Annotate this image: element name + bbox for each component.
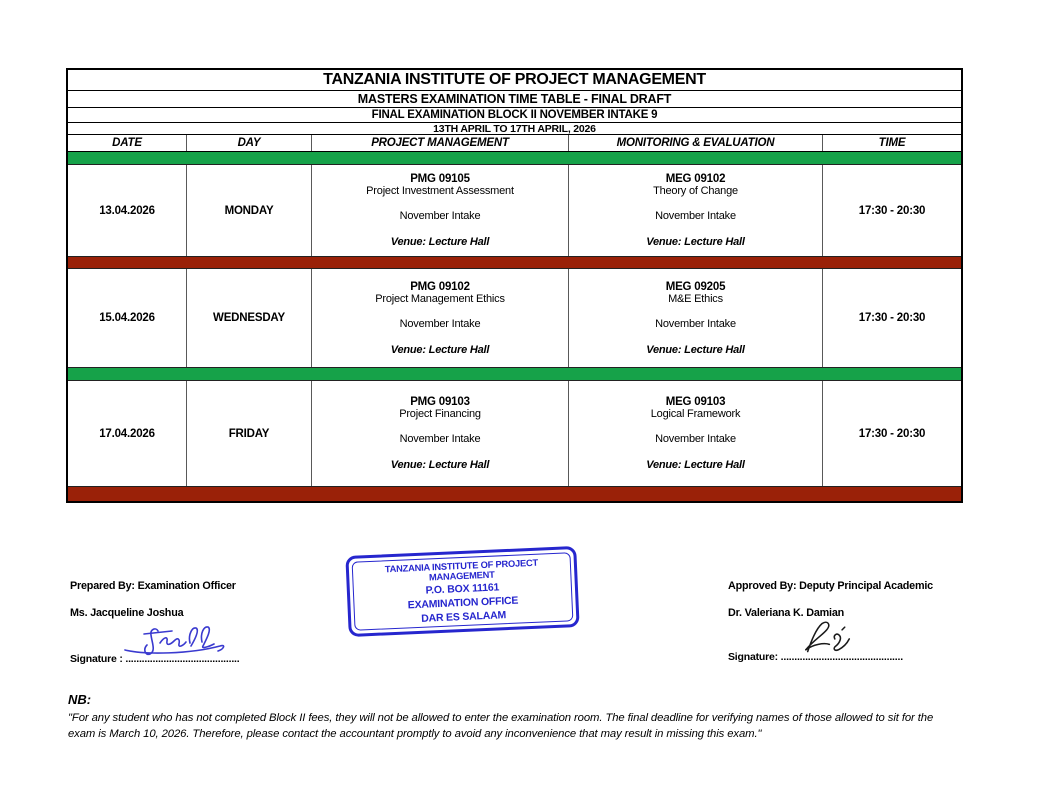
course-name: Project Investment Assessment <box>366 185 514 197</box>
examination-office-stamp <box>345 546 579 637</box>
table-row <box>68 381 961 487</box>
course-name: Project Financing <box>399 408 481 420</box>
course-code: PMG 09105 <box>410 173 470 185</box>
approved-signature-line: Signature: ............................................. <box>728 651 903 663</box>
nb-heading: NB: <box>68 692 92 707</box>
course-code: PMG 09103 <box>410 396 470 408</box>
separator-bar-green <box>68 368 961 381</box>
exam-day: MONDAY <box>187 165 312 256</box>
separator-bar-red <box>68 257 961 269</box>
prepared-by-name: Ms. Jacqueline Joshua <box>70 607 184 619</box>
course-name: M&E Ethics <box>668 292 723 305</box>
me-exam-cell <box>569 381 823 486</box>
pm-exam-cell <box>312 165 569 256</box>
prepared-by-block <box>70 580 340 665</box>
venue-label: Venue: Lecture Hall <box>390 459 490 471</box>
exam-date: 13.04.2026 <box>68 165 187 256</box>
course-code: MEG 09205 <box>665 280 726 293</box>
document-subtitle-block: FINAL EXAMINATION BLOCK II NOVEMBER INTAKE 9 <box>68 108 961 123</box>
exam-day: FRIDAY <box>187 381 312 486</box>
stamp-inner-border <box>352 552 574 630</box>
exam-time: 17:30 - 20:30 <box>858 312 926 324</box>
column-header-time: TIME <box>878 137 906 149</box>
exam-day: WEDNESDAY <box>187 269 312 367</box>
stamp-pobox-line: P.O. BOX 11161 <box>425 580 500 597</box>
exam-date: 15.04.2026 <box>68 269 187 367</box>
course-name: Logical Framework <box>650 408 741 420</box>
intake-label: November Intake <box>655 317 736 330</box>
course-name: Project Management Ethics <box>375 292 505 305</box>
exam-date: 17.04.2026 <box>68 381 187 486</box>
stamp-institute-line: TANZANIA INSTITUTE OF PROJECT MANAGEMENT <box>384 557 539 582</box>
table-row <box>68 269 961 368</box>
prepared-by-label: Prepared By: Examination Officer <box>70 580 236 592</box>
document-title: TANZANIA INSTITUTE OF PROJECT MANAGEMENT <box>68 70 961 91</box>
document-subtitle-draft: MASTERS EXAMINATION TIME TABLE - FINAL DRAFT <box>68 91 961 108</box>
column-header-day: DAY <box>187 135 312 151</box>
intake-label: November Intake <box>655 433 736 445</box>
pm-exam-cell <box>312 381 569 486</box>
column-header-project-management: PROJECT MANAGEMENT <box>312 135 569 151</box>
table-row <box>68 165 961 257</box>
intake-label: November Intake <box>655 210 736 222</box>
course-code: MEG 09103 <box>665 396 726 408</box>
separator-bar-red <box>68 487 961 501</box>
course-code: PMG 09102 <box>410 280 470 293</box>
column-header-row <box>68 135 961 152</box>
course-name: Theory of Change <box>653 185 738 197</box>
exam-timetable <box>66 68 963 503</box>
intake-label: November Intake <box>399 210 481 222</box>
column-header-date: DATE <box>68 135 187 151</box>
separator-bar-green <box>68 152 961 165</box>
stamp-city-line: DAR ES SALAAM <box>420 608 507 625</box>
venue-label: Venue: Lecture Hall <box>390 236 490 248</box>
approved-by-block <box>728 580 1008 663</box>
me-exam-cell <box>569 269 823 367</box>
venue-label: Venue: Lecture Hall <box>646 459 745 471</box>
stamp-office-line: EXAMINATION OFFICE <box>407 594 519 611</box>
column-header-monitoring-evaluation: MONITORING & EVALUATION <box>569 135 823 151</box>
approved-by-name: Dr. Valeriana K. Damian <box>728 607 845 619</box>
approved-by-label: Approved By: Deputy Principal Academic <box>728 580 933 592</box>
exam-time: 17:30 - 20:30 <box>858 204 926 217</box>
venue-label: Venue: Lecture Hall <box>646 343 745 356</box>
pm-exam-cell <box>312 269 569 367</box>
exam-time: 17:30 - 20:30 <box>858 427 926 440</box>
intake-label: November Intake <box>399 317 481 330</box>
nb-note <box>68 692 952 743</box>
venue-label: Venue: Lecture Hall <box>646 236 745 248</box>
document-subtitle-dates: 13TH APRIL TO 17TH APRIL, 2026 <box>68 123 961 135</box>
nb-body-text: "For any student who has not completed Block II fees, they will not be allowed to enter the examination room. The final deadline for verifying names of those allowed to sit for the exam is March 10, 2026. Therefore, please contact the accountant promptly to avoid any inconvenience that may result in missing this exam." <box>68 712 934 741</box>
intake-label: November Intake <box>399 433 481 445</box>
venue-label: Venue: Lecture Hall <box>390 343 490 356</box>
me-exam-cell <box>569 165 823 256</box>
prepared-signature-line: Signature : .......................................... <box>70 653 240 665</box>
course-code: MEG 09102 <box>665 173 726 185</box>
